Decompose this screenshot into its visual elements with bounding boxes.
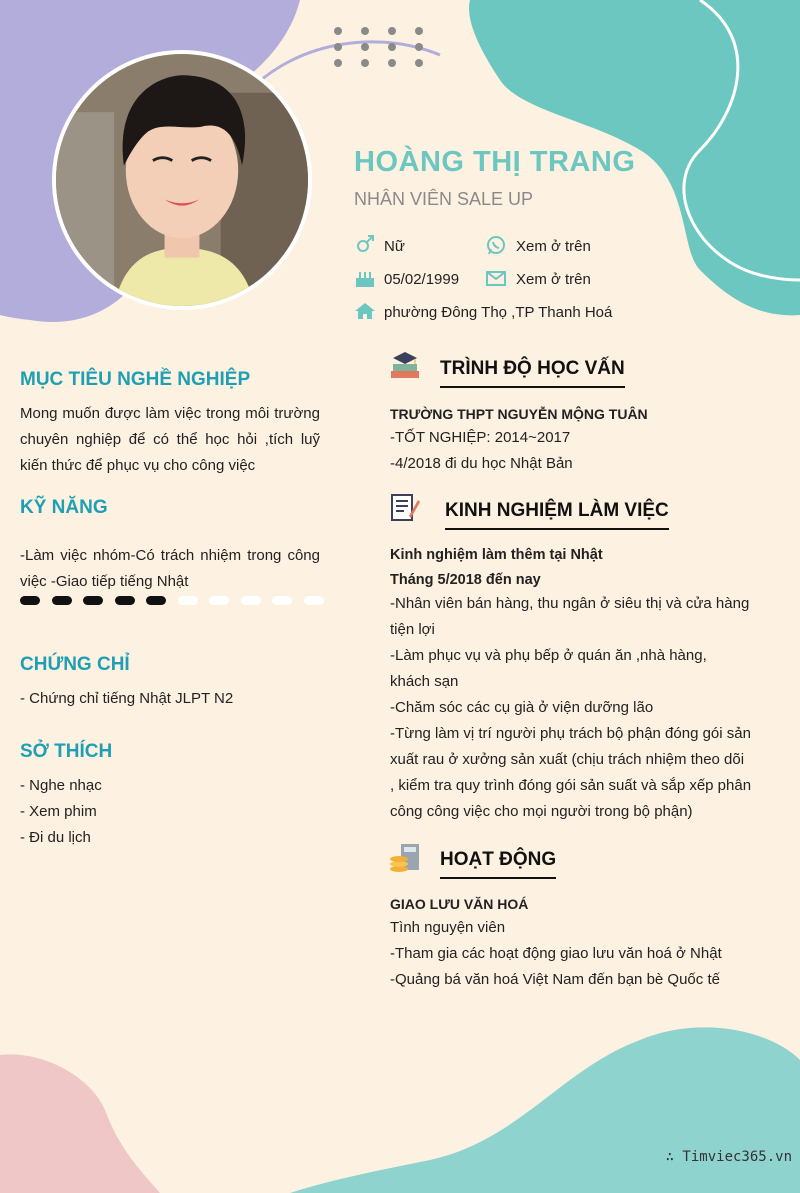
home-icon <box>354 300 376 322</box>
certificate-item: - Chứng chỉ tiếng Nhật JLPT N2 <box>20 690 234 707</box>
skill-dot-filled <box>146 596 166 605</box>
experience-item: -Làm phục vụ và phụ bếp ở quán ăn ,nhà hàng, khách sạn <box>390 647 707 690</box>
objective-title: MỤC TIÊU NGHỀ NGHIỆP <box>20 369 251 390</box>
skill-dot-empty <box>272 596 292 605</box>
gender-icon <box>354 234 376 256</box>
birthdate-value: 05/02/1999 <box>384 271 460 288</box>
certificates-title: CHỨNG CHỈ <box>20 654 130 675</box>
education-title: TRÌNH ĐỘ HỌC VẤN <box>440 358 625 388</box>
skills-text: -Làm việc nhóm-Có trách nhiệm trong công việc -Giao tiếp tiếng Nhật <box>20 547 320 590</box>
hobby-item: - Đi du lịch <box>20 829 91 846</box>
objective-text: Mong muốn được làm việc trong môi trường chuyên nghiệp để có thể học hỏi ,tích luỹ kiến thức để phục vụ cho công việc <box>20 405 320 474</box>
skill-dot-filled <box>115 596 135 605</box>
hobby-item: - Nghe nhạc <box>20 777 102 794</box>
teal-bottom-blob <box>290 1027 800 1193</box>
phone-value: Xem ở trên <box>516 238 591 255</box>
pink-blob <box>0 1054 160 1193</box>
education-line: -4/2018 đi du học Nhật Bản <box>390 455 573 472</box>
whatsapp-icon <box>485 234 507 256</box>
experience-subtitle: Kinh nghiệm làm thêm tại Nhật <box>390 547 603 563</box>
profile-photo <box>52 50 312 310</box>
hobbies-title: SỞ THÍCH <box>20 741 113 762</box>
job-title: NHÂN VIÊN SALE UP <box>354 189 534 209</box>
skill-dot-empty <box>241 596 261 605</box>
activities-subtitle: GIAO LƯU VĂN HOÁ <box>390 896 529 912</box>
document-pen-icon <box>389 491 421 523</box>
skill-dot-filled <box>83 596 103 605</box>
skill-rating <box>20 596 330 608</box>
skill-dot-filled <box>52 596 72 605</box>
education-line: -TỐT NGHIỆP: 2014~2017 <box>390 429 571 446</box>
skill-dot-empty <box>178 596 198 605</box>
experience-period: Tháng 5/2018 đến nay <box>390 572 541 588</box>
hobby-item: - Xem phim <box>20 803 97 820</box>
school-name: TRƯỜNG THPT NGUYỄN MỘNG TUÂN <box>390 406 648 422</box>
watermark: ∴ Timviec365.vn <box>665 1149 792 1165</box>
experience-item: -Chăm sóc các cụ già ở viện dưỡng lão <box>390 699 654 716</box>
skill-dot-filled <box>20 596 40 605</box>
activity-line: -Quảng bá văn hoá Việt Nam đến bạn bè Quốc tế <box>390 971 720 988</box>
email-value: Xem ở trên <box>516 271 591 288</box>
activity-line: Tình nguyện viên <box>390 919 506 936</box>
candidate-name: HOÀNG THỊ TRANG <box>354 146 636 178</box>
birthday-cake-icon <box>354 267 376 289</box>
skills-title: KỸ NĂNG <box>20 497 108 518</box>
skill-dot-empty <box>304 596 324 605</box>
experience-title: KINH NGHIỆM LÀM VIỆC <box>445 500 669 530</box>
experience-item: -Từng làm vị trí người phụ trách bộ phận đóng gói sản xuất rau ở xưởng sản xuất (chịu trách nhiệm theo dõi , kiểm tra quy trình đóng gói sản suất và sắp xếp phân công công việc cho mọi người trong bộ phận) <box>390 725 752 820</box>
calculator-coins-icon <box>389 842 421 874</box>
experience-item: -Nhân viên bán hàng, thu ngân ở siêu thị và cửa hàng tiện lợi <box>390 595 750 638</box>
gender-value: Nữ <box>384 238 405 255</box>
email-icon <box>485 267 507 289</box>
skill-dot-empty <box>209 596 229 605</box>
lavender-outline <box>250 42 440 90</box>
address-value: phường Đông Thọ ,TP Thanh Hoá <box>384 304 613 321</box>
activity-line: -Tham gia các hoạt động giao lưu văn hoá ở Nhật <box>390 945 722 962</box>
books-graduation-icon <box>389 349 421 381</box>
activities-title: HOẠT ĐỘNG <box>440 849 556 879</box>
